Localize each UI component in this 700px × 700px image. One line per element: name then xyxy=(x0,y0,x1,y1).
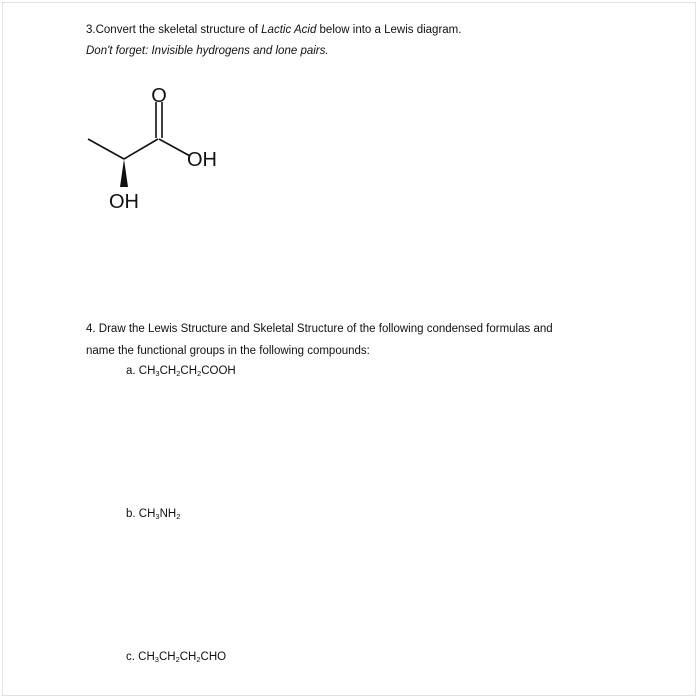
question-4-instruction: name the functional groups in the following compounds: xyxy=(86,345,370,357)
formula-subscript: 2 xyxy=(197,369,202,378)
formula-subscript: 2 xyxy=(175,655,180,664)
formula-part: CH xyxy=(179,651,197,663)
formula-part: CH xyxy=(158,651,176,663)
formula-subscript: 3 xyxy=(155,369,160,378)
compound-c-letter: c. xyxy=(126,651,135,663)
question-3-text-before: Convert the skeletal structure of xyxy=(95,24,262,36)
formula-part: CH xyxy=(159,365,177,377)
acid-oh-bond xyxy=(159,139,190,156)
formula-part: CH xyxy=(138,508,156,520)
formula-part: CH xyxy=(180,365,198,377)
formula-subscript: 2 xyxy=(176,369,181,378)
formula-part: NH xyxy=(159,508,177,520)
formula-subscript: 3 xyxy=(155,512,160,521)
formula-subscript: 2 xyxy=(176,512,181,521)
methyl-bond xyxy=(88,139,124,159)
c2-c1-bond xyxy=(124,139,158,159)
formula-subscript: 2 xyxy=(196,655,201,664)
lactic-acid-skeletal-structure xyxy=(80,82,240,222)
wedge-bond xyxy=(120,159,128,187)
compound-c xyxy=(126,650,226,664)
formula-part: COOH xyxy=(201,365,236,377)
compound-b-letter: b. xyxy=(126,508,136,520)
question-3-title xyxy=(86,23,461,37)
question-3-note: Don't forget: Invisible hydrogens and lone pairs. xyxy=(86,45,329,57)
formula-part: CHO xyxy=(200,651,227,663)
formula-part: CH xyxy=(138,365,156,377)
alcohol-oh-label: OH xyxy=(109,191,139,213)
question-4-title: 4. Draw the Lewis Structure and Skeletal Structure of the following condensed formulas and xyxy=(86,323,553,335)
carbonyl-oxygen-label: O xyxy=(151,85,167,107)
formula-subscript: 3 xyxy=(154,655,159,664)
formula-part: CH xyxy=(138,651,155,663)
question-3-text-after: below into a Lewis diagram. xyxy=(316,24,462,36)
acid-oh-label: OH xyxy=(187,149,217,171)
question-3-compound-name: Lactic Acid xyxy=(261,24,317,36)
compound-b xyxy=(126,507,180,521)
compound-a-letter: a. xyxy=(126,365,136,377)
compound-a xyxy=(126,364,236,378)
question-3-number: 3. xyxy=(86,24,96,36)
